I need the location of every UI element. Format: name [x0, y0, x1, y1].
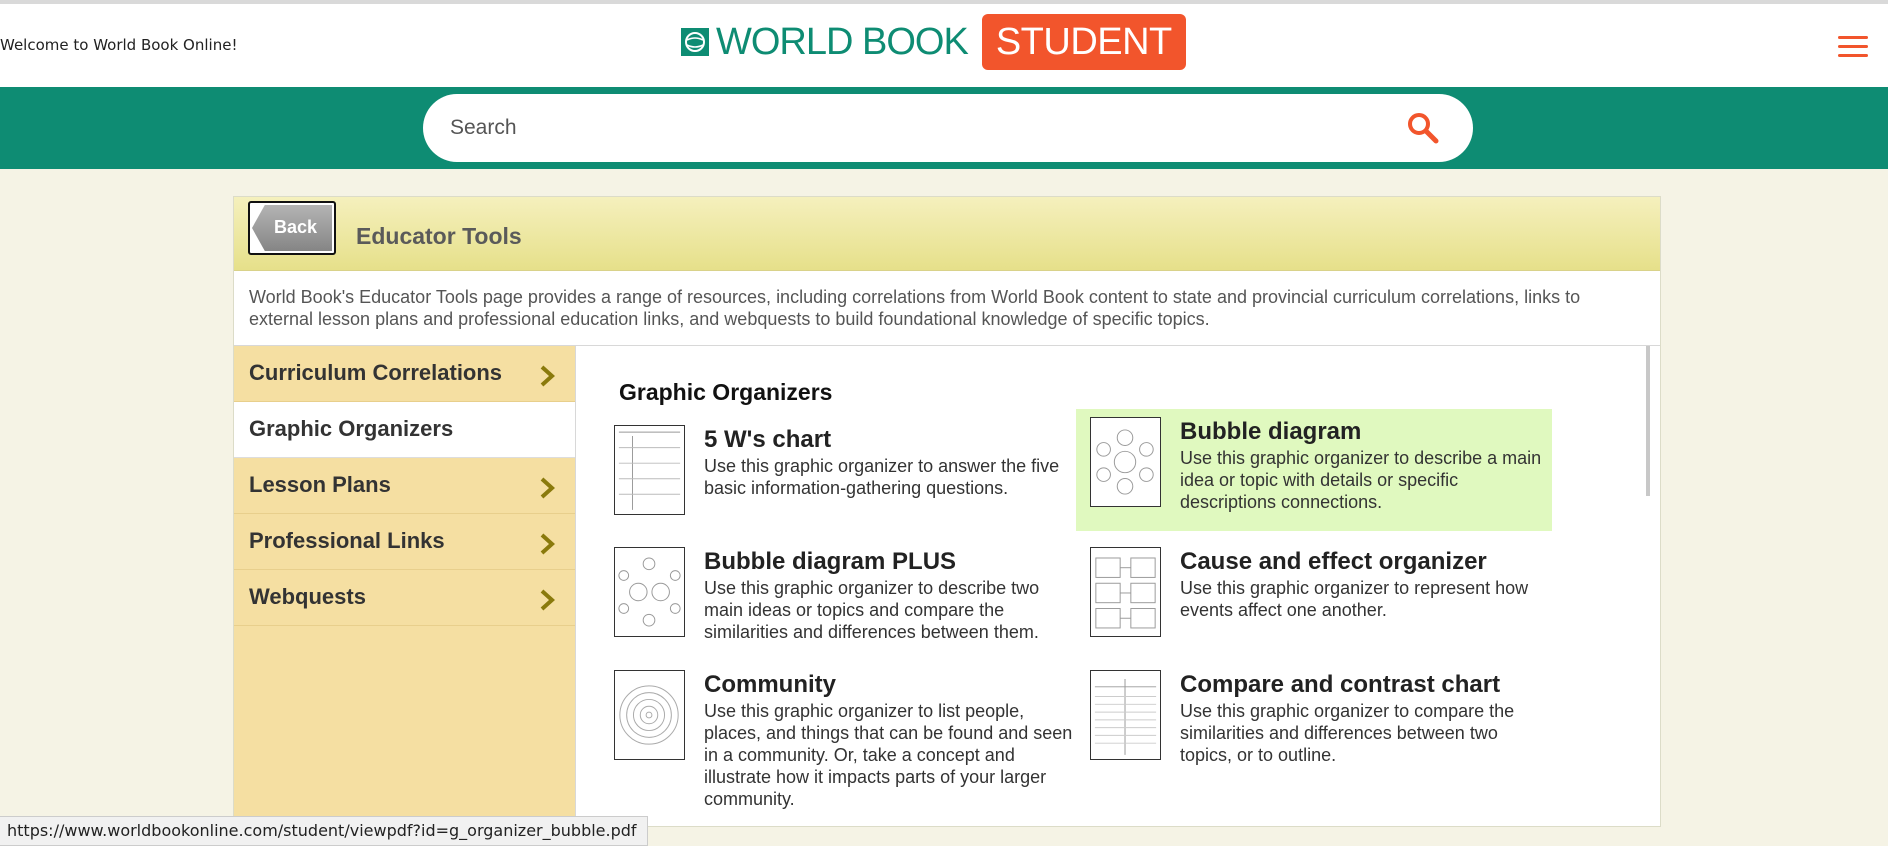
card-title: Community — [704, 671, 836, 698]
search-bar — [0, 87, 1888, 169]
back-button-label: Back — [274, 217, 318, 237]
page-description: World Book's Educator Tools page provides a range of resources, including correlations from World Book content to state and provincial curriculum correlations, links to external lesson plans and professional education links, and webquests to build foundational knowledge of specific topics. — [249, 287, 1581, 329]
globe-icon — [680, 27, 710, 57]
organizer-card-five-ws-chart[interactable] — [600, 417, 1076, 539]
card-title: Bubble diagram — [1180, 418, 1362, 445]
card-title: 5 W's chart — [704, 426, 832, 453]
search-icon[interactable] — [1406, 111, 1440, 145]
educator-tools-panel — [233, 196, 1661, 827]
back-button[interactable] — [248, 201, 336, 255]
card-description: Use this graphic organizer to list people, places, and things that can be found and seen in a community. Or, take a concept and illustrate how it impacts parts of your larger community. — [704, 701, 1073, 809]
card-description: Use this graphic organizer to represent how events affect one another. — [1180, 578, 1529, 620]
search-box — [423, 94, 1473, 162]
five-ws-chart-thumbnail — [614, 425, 685, 515]
welcome-message: Welcome to World Book Online! — [0, 36, 238, 54]
organizer-card-cause-effect[interactable] — [1076, 539, 1552, 661]
card-description: Use this graphic organizer to answer the five basic information-gathering questions. — [704, 456, 1060, 498]
organizer-card-compare-contrast[interactable] — [1076, 662, 1552, 784]
world-book-student-logo[interactable] — [680, 14, 1186, 70]
cause-effect-thumbnail — [1090, 547, 1161, 637]
sidebar-item-graphic-organizers[interactable] — [234, 402, 575, 458]
chevron-right-icon — [539, 533, 555, 555]
organizer-card-bubble-diagram[interactable] — [1076, 409, 1552, 531]
card-title: Compare and contrast chart — [1180, 671, 1501, 698]
sidebar-item-webquests[interactable] — [234, 570, 575, 626]
bubble-diagram-plus-thumbnail — [614, 547, 685, 637]
sidebar-item-label: Lesson Plans — [249, 472, 391, 497]
panel-header — [234, 197, 1660, 271]
sidebar-item-label: Graphic Organizers — [249, 416, 454, 441]
card-description: Use this graphic organizer to compare the similarities and differences between two topics, or to outline. — [1180, 701, 1515, 765]
sidebar-item-curriculum-correlations[interactable] — [234, 346, 575, 402]
compare-contrast-thumbnail — [1090, 670, 1161, 760]
scrollbar-thumb[interactable] — [1646, 346, 1650, 496]
hamburger-menu-icon[interactable] — [1838, 36, 1868, 60]
card-description: Use this graphic organizer to describe a main idea or topic with details or specific descriptions connections. — [1180, 448, 1542, 512]
status-bar-url: https://www.worldbookonline.com/student/viewpdf?id=g_organizer_bubble.pdf — [0, 816, 648, 846]
sidebar-item-professional-links[interactable] — [234, 514, 575, 570]
chevron-right-icon — [539, 477, 555, 499]
sidebar-nav — [234, 346, 575, 826]
sidebar-item-lesson-plans[interactable] — [234, 458, 575, 514]
sidebar-item-label: Professional Links — [249, 528, 445, 553]
card-title: Cause and effect organizer — [1180, 548, 1487, 575]
section-title: Graphic Organizers — [619, 379, 833, 405]
card-description: Use this graphic organizer to describe two main ideas or topics and compare the similarities and differences between them. — [704, 578, 1040, 642]
organizer-card-community[interactable] — [600, 662, 1076, 812]
sidebar-item-label: Webquests — [249, 584, 366, 609]
sidebar-item-label: Curriculum Correlations — [249, 360, 503, 385]
chevron-right-icon — [539, 589, 555, 611]
bubble-diagram-thumbnail — [1090, 417, 1161, 507]
content-area — [575, 346, 1660, 826]
community-thumbnail — [614, 670, 685, 760]
page-title: Educator Tools — [356, 223, 522, 249]
logo-wordmark: WORLD BOOK — [716, 20, 968, 63]
logo-student-badge: STUDENT — [982, 14, 1186, 70]
chevron-right-icon — [539, 365, 555, 387]
organizer-card-bubble-diagram-plus[interactable] — [600, 539, 1076, 661]
search-input[interactable] — [450, 108, 1350, 148]
site-header — [0, 4, 1888, 87]
card-title: Bubble diagram PLUS — [704, 548, 957, 575]
